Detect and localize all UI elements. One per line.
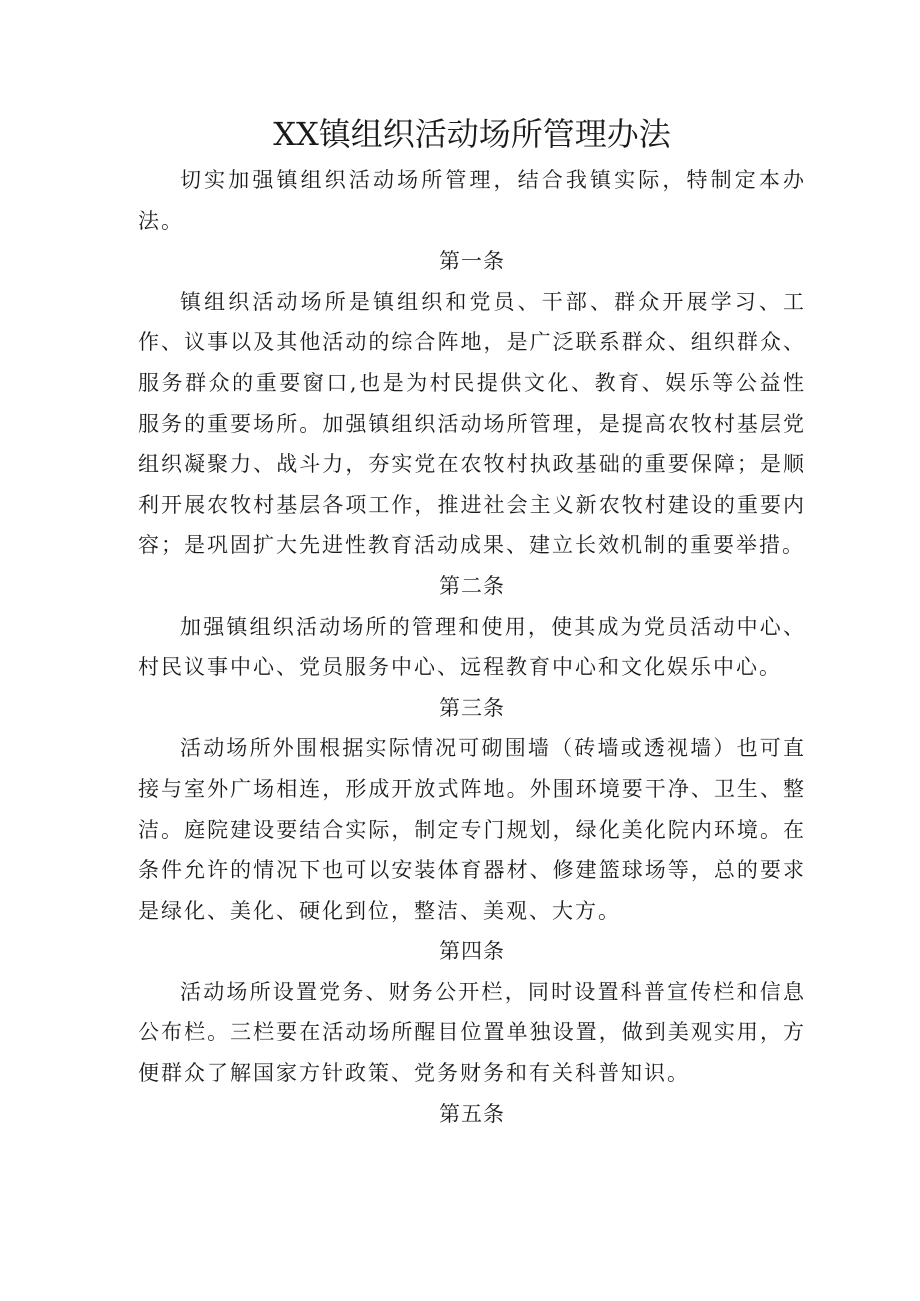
document-page	[138, 112, 806, 1134]
article-2-heading: 第二条	[439, 573, 505, 598]
article-2-text: 加强镇组织活动场所的管理和使用，使其成为党员活动中心、村民议事中心、党员服务中心、远程教育中心和文化娱乐中心。	[138, 614, 806, 680]
intro-paragraph: 切实加强镇组织活动场所管理，结合我镇实际，特制定本办法。	[138, 168, 806, 233]
article-3-text: 活动场所外围根据实际情况可砌围墙（砖墙或透视墙）也可直接与室外广场相连，形成开放式阵地。外围环境要干净、卫生、整洁。庭院建设要结合实际，制定专门规划，绿化美化院内环境。在条件允许的情况下也可以安装体育器材、修建篮球场等，总的要求是绿化、美化、硬化到位，整洁、美观、大方。	[138, 736, 806, 923]
article-5-heading: 第五条	[439, 1101, 505, 1126]
article-1-heading: 第一条	[439, 249, 505, 274]
article-4-heading: 第四条	[439, 939, 505, 964]
article-3-heading: 第三条	[439, 695, 505, 720]
article-4-text: 活动场所设置党务、财务公开栏，同时设置科普宣传栏和信息公布栏。三栏要在活动场所醒目位置单独设置，做到美观实用，方便群众了解国家方针政策、党务财务和有关科普知识。	[138, 979, 806, 1086]
article-1-text: 镇组织活动场所是镇组织和党员、干部、群众开展学习、工作、议事以及其他活动的综合阵地，是广泛联系群众、组织群众、服务群众的重要窗口,也是为村民提供文化、教育、娱乐等公益性服务的重要场所。加强镇组织活动场所管理，是提高农牧村基层党组织凝聚力、战斗力，夯实党在农牧村执政基础的重要保障；是顺利开展农牧村基层各项工作，推进社会主义新农牧村建设的重要内容；是巩固扩大先进性教育活动成果、建立长效机制的重要举措。	[138, 289, 806, 558]
document-title: XX镇组织活动场所管理办法	[273, 115, 671, 153]
